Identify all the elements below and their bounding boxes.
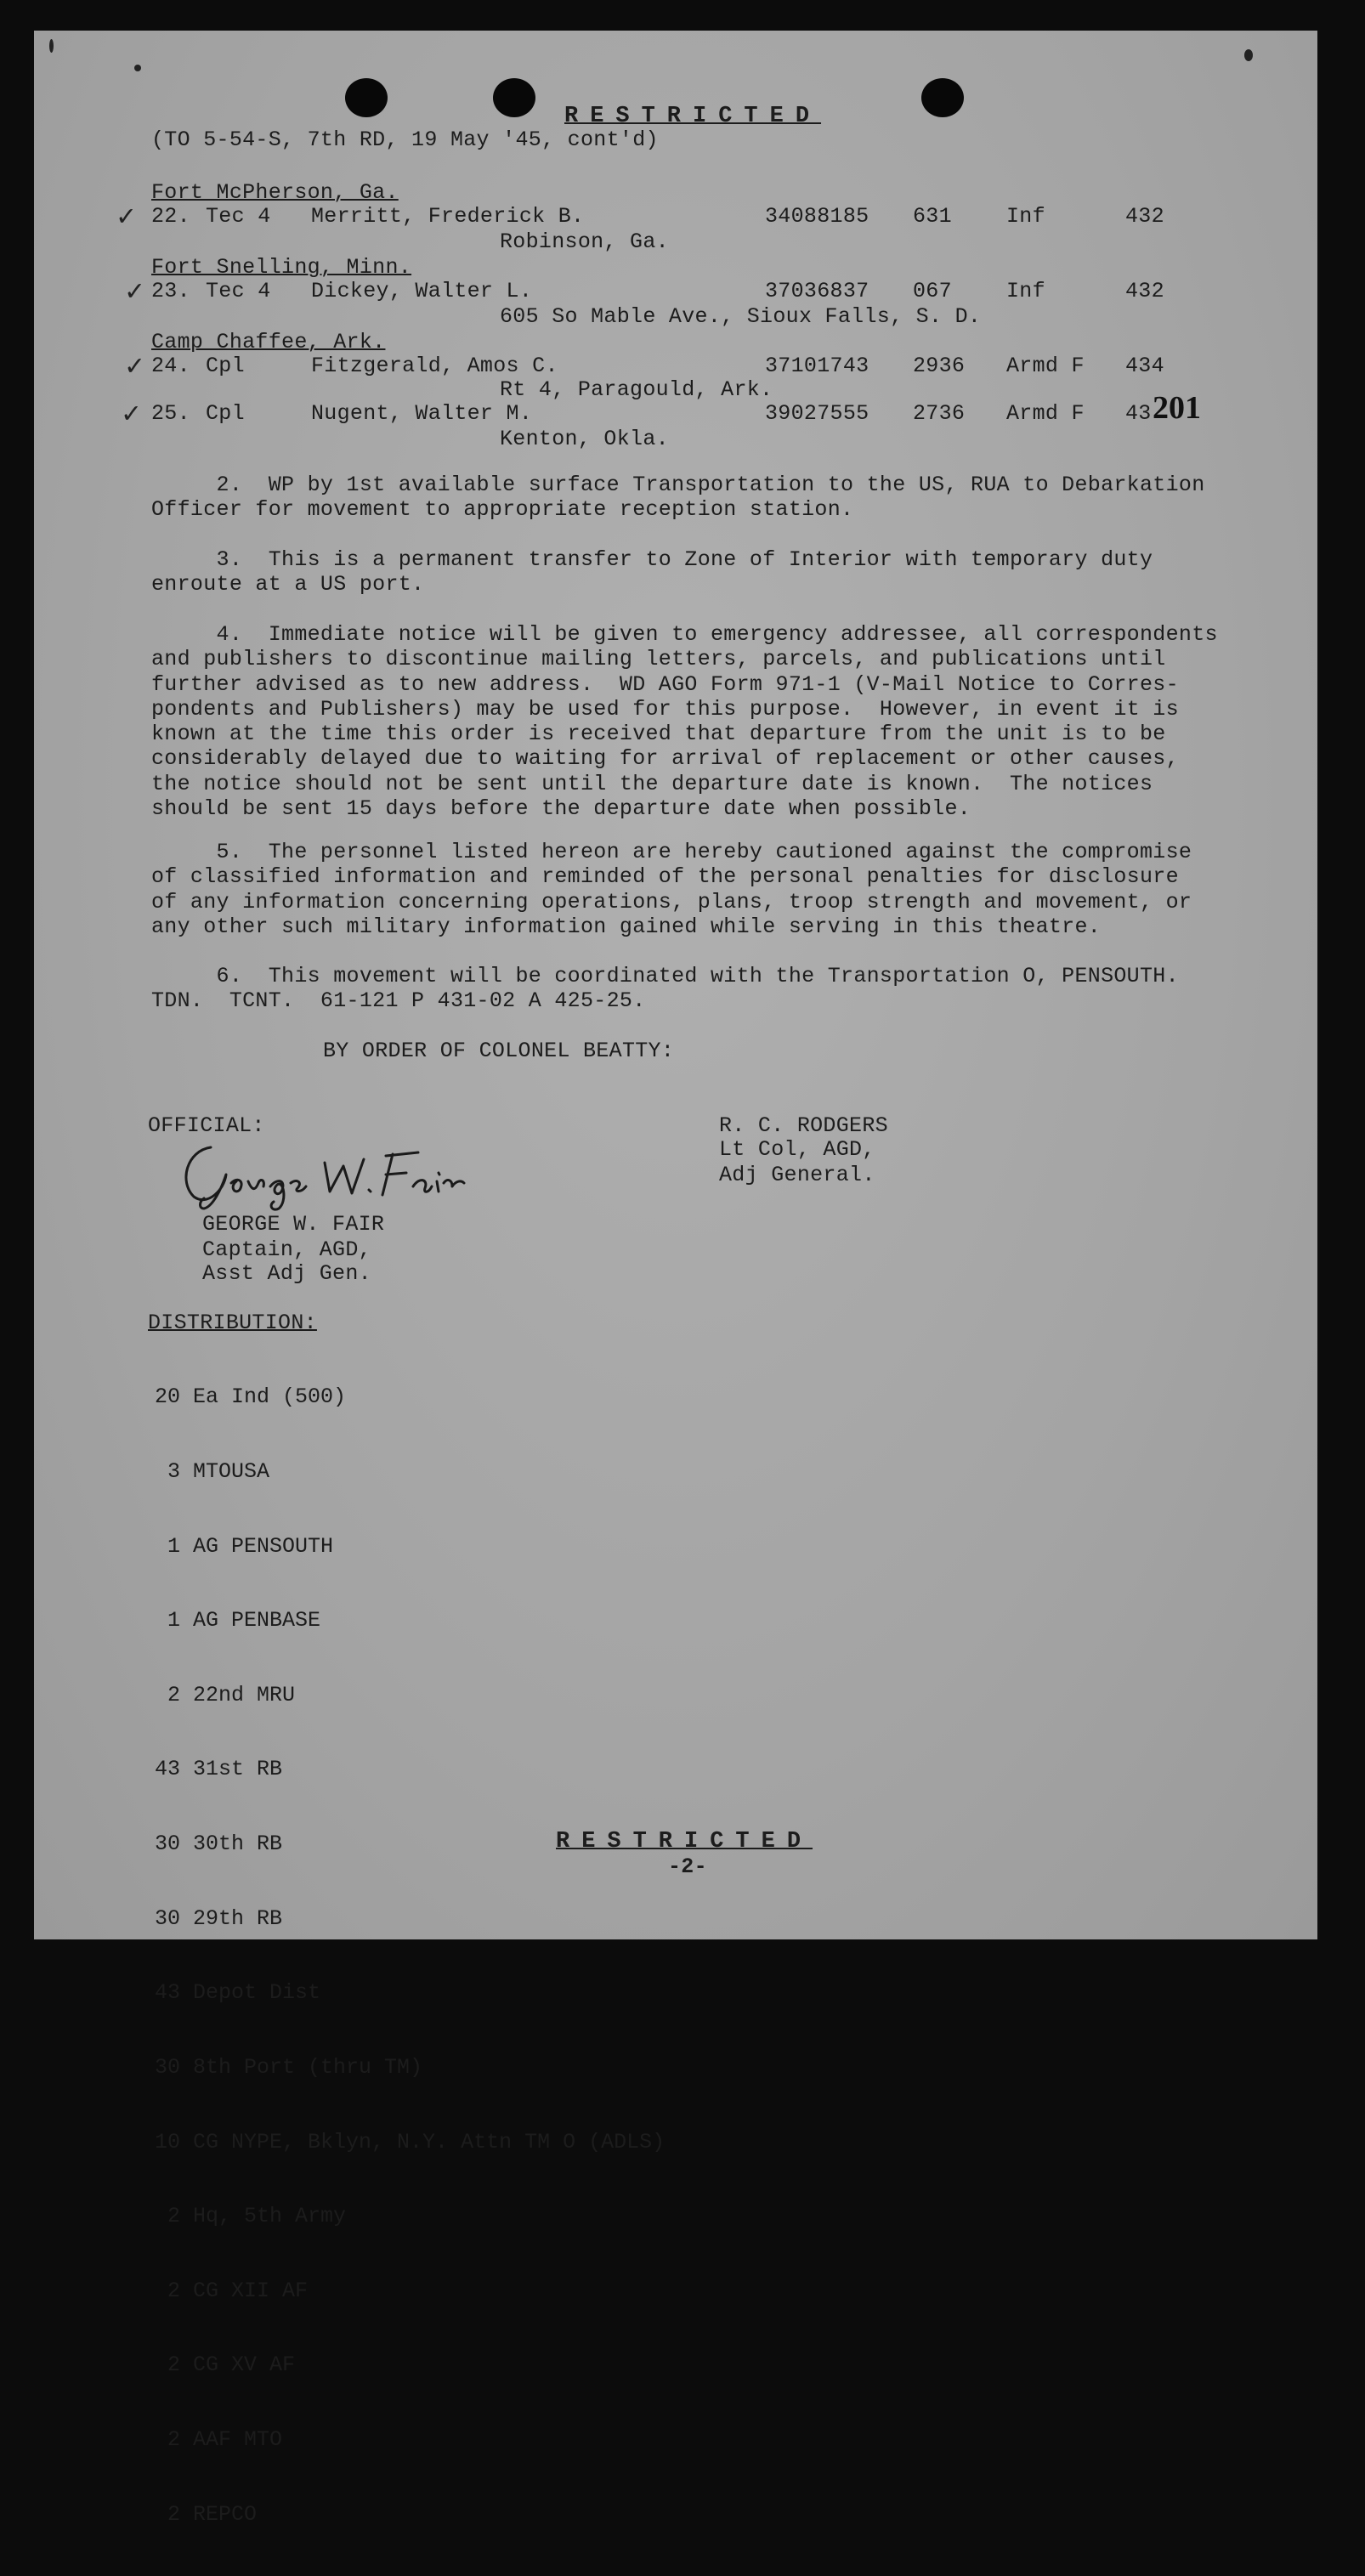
roster-name: Dickey, Walter L. (311, 279, 533, 303)
distribution-item: 2 AAF MTO (167, 2426, 283, 2452)
distribution-item: 43 31st RB (154, 1757, 283, 1782)
roster-code: 43 (1125, 401, 1152, 426)
roster-number: 24. (151, 354, 190, 378)
paragraph-2: 2. WP by 1st available surface Transportation to the US, RUA to Debarkation Officer for movement to appropriate reception station. (151, 473, 1205, 523)
speck (49, 39, 54, 53)
roster-arm: Inf (1006, 204, 1045, 229)
paragraph-4: 4. Immediate notice will be given to emergency addressee, all correspondents and publishers to discontinue mailing letters, parcels, and publications until further advised as to new address. WD AGO Form 971-1 (V-Mail Notice to Corres- pondents and Publishers) may be used for this purpose. However, in event it is known at the time this order is received that departure from the unit is to be considerably delayed due to waiting for arrival of replacement or other causes, the notice should not be sent until the departure date is known. The notices should be sent 15 days before the departure date when possible. (151, 622, 1218, 822)
roster-arm: Armd F (1006, 354, 1085, 378)
roster-arm: Armd F (1006, 401, 1085, 426)
distribution-item: 10 CG NYPE, Bklyn, N.Y. Attn TM O (ADLS) (154, 2129, 666, 2154)
paragraph-3: 3. This is a permanent transfer to Zone of Interior with temporary duty enroute at a US port. (151, 547, 1153, 597)
punch-hole (493, 78, 535, 117)
distribution-label: DISTRIBUTION: (148, 1311, 317, 1335)
distribution-item: 30 29th RB (154, 1905, 283, 1931)
official-label: OFFICIAL: (148, 1113, 265, 1138)
order-line: BY ORDER OF COLONEL BEATTY: (323, 1039, 675, 1063)
roster-name: Nugent, Walter M. (311, 401, 533, 426)
roster-serial: 37036837 (765, 279, 869, 303)
distribution-list (144, 1335, 665, 2576)
stamped-number: 201 (1153, 390, 1201, 426)
roster-number: 22. (151, 204, 190, 229)
distribution-item: 2 CG XII AF (167, 2278, 309, 2303)
roster-name: Fitzgerald, Amos C. (311, 354, 558, 378)
distribution-item: 2 Hq, 5th Army (167, 2204, 347, 2229)
official-rank: Captain, AGD, (202, 1237, 371, 1262)
distribution-item: 2 CG XV AF (167, 2352, 296, 2378)
roster-serial: 34088185 (765, 204, 869, 229)
distribution-item: 2 REPCO (167, 2501, 258, 2527)
restricted-header: RESTRICTED (564, 104, 822, 129)
signer-name: R. C. RODGERS (719, 1113, 888, 1138)
distribution-item: 1 AG PENBASE (167, 1608, 321, 1633)
roster-name: Merritt, Frederick B. (311, 204, 585, 229)
roster-arm: Inf (1006, 279, 1045, 303)
punch-hole (345, 78, 388, 117)
checkmark-icon: ✓ (122, 399, 140, 432)
speck (1244, 49, 1253, 61)
distribution-item: 20 Ea Ind (500) (154, 1384, 347, 1410)
signer-title: Adj General. (719, 1163, 875, 1187)
checkmark-icon: ✓ (126, 352, 144, 384)
paragraph-5: 5. The personnel listed hereon are hereby cautioned against the compromise of classified information and reminded of the personal penalties for disclosure of any information concerning operations, plans, troop strength and movement, or any other such military information gained while serving in this theatre. (151, 840, 1192, 939)
speck (134, 65, 141, 71)
roster-serial: 37101743 (765, 354, 869, 378)
roster-address: 605 So Mable Ave., Sioux Falls, S. D. (500, 304, 982, 329)
handwritten-signature (170, 1130, 510, 1212)
checkmark-icon: ✓ (117, 202, 135, 235)
official-title: Asst Adj Gen. (202, 1261, 371, 1286)
punch-hole (921, 78, 964, 117)
roster-number: 25. (151, 401, 190, 426)
distribution-item: 43 Depot Dist (154, 1980, 321, 2006)
roster-grade: Cpl (206, 401, 245, 426)
distribution-item: 30 8th Port (thru TM) (154, 2054, 423, 2080)
roster-address: Rt 4, Paragould, Ark. (500, 377, 773, 402)
station-heading: Fort McPherson, Ga. (151, 180, 399, 205)
page-number: -2- (668, 1854, 707, 1879)
roster-address: Robinson, Ga. (500, 229, 669, 254)
distribution-item: 3 MTOUSA (167, 1459, 270, 1485)
roster-mos: 631 (913, 204, 952, 229)
order-reference: (TO 5-54-S, 7th RD, 19 May '45, cont'd) (151, 127, 659, 152)
roster-grade: Tec 4 (206, 204, 271, 229)
document-page (34, 31, 1317, 2527)
roster-serial: 39027555 (765, 401, 869, 426)
roster-mos: 067 (913, 279, 952, 303)
paragraph-6: 6. This movement will be coordinated with the Transportation O, PENSOUTH. TDN. TCNT. 61-121 P 431-02 A 425-25. (151, 964, 1179, 1014)
signer-rank: Lt Col, AGD, (719, 1137, 875, 1162)
distribution-item: 1 AG PENSOUTH (167, 1533, 334, 1559)
roster-code: 434 (1125, 354, 1164, 378)
roster-code: 432 (1125, 279, 1164, 303)
roster-address: Kenton, Okla. (500, 427, 669, 451)
roster-grade: Tec 4 (206, 279, 271, 303)
official-name: GEORGE W. FAIR (202, 1212, 385, 1237)
roster-mos: 2936 (913, 354, 966, 378)
roster-number: 23. (151, 279, 190, 303)
distribution-item: 30 30th RB (154, 1832, 283, 1857)
station-heading: Fort Snelling, Minn. (151, 255, 412, 280)
roster-mos: 2736 (913, 401, 966, 426)
checkmark-icon: ✓ (126, 277, 144, 309)
restricted-footer: RESTRICTED (556, 1829, 813, 1854)
roster-grade: Cpl (206, 354, 245, 378)
station-heading: Camp Chaffee, Ark. (151, 330, 386, 354)
distribution-item: 2 22nd MRU (167, 1682, 296, 1707)
roster-code: 432 (1125, 204, 1164, 229)
